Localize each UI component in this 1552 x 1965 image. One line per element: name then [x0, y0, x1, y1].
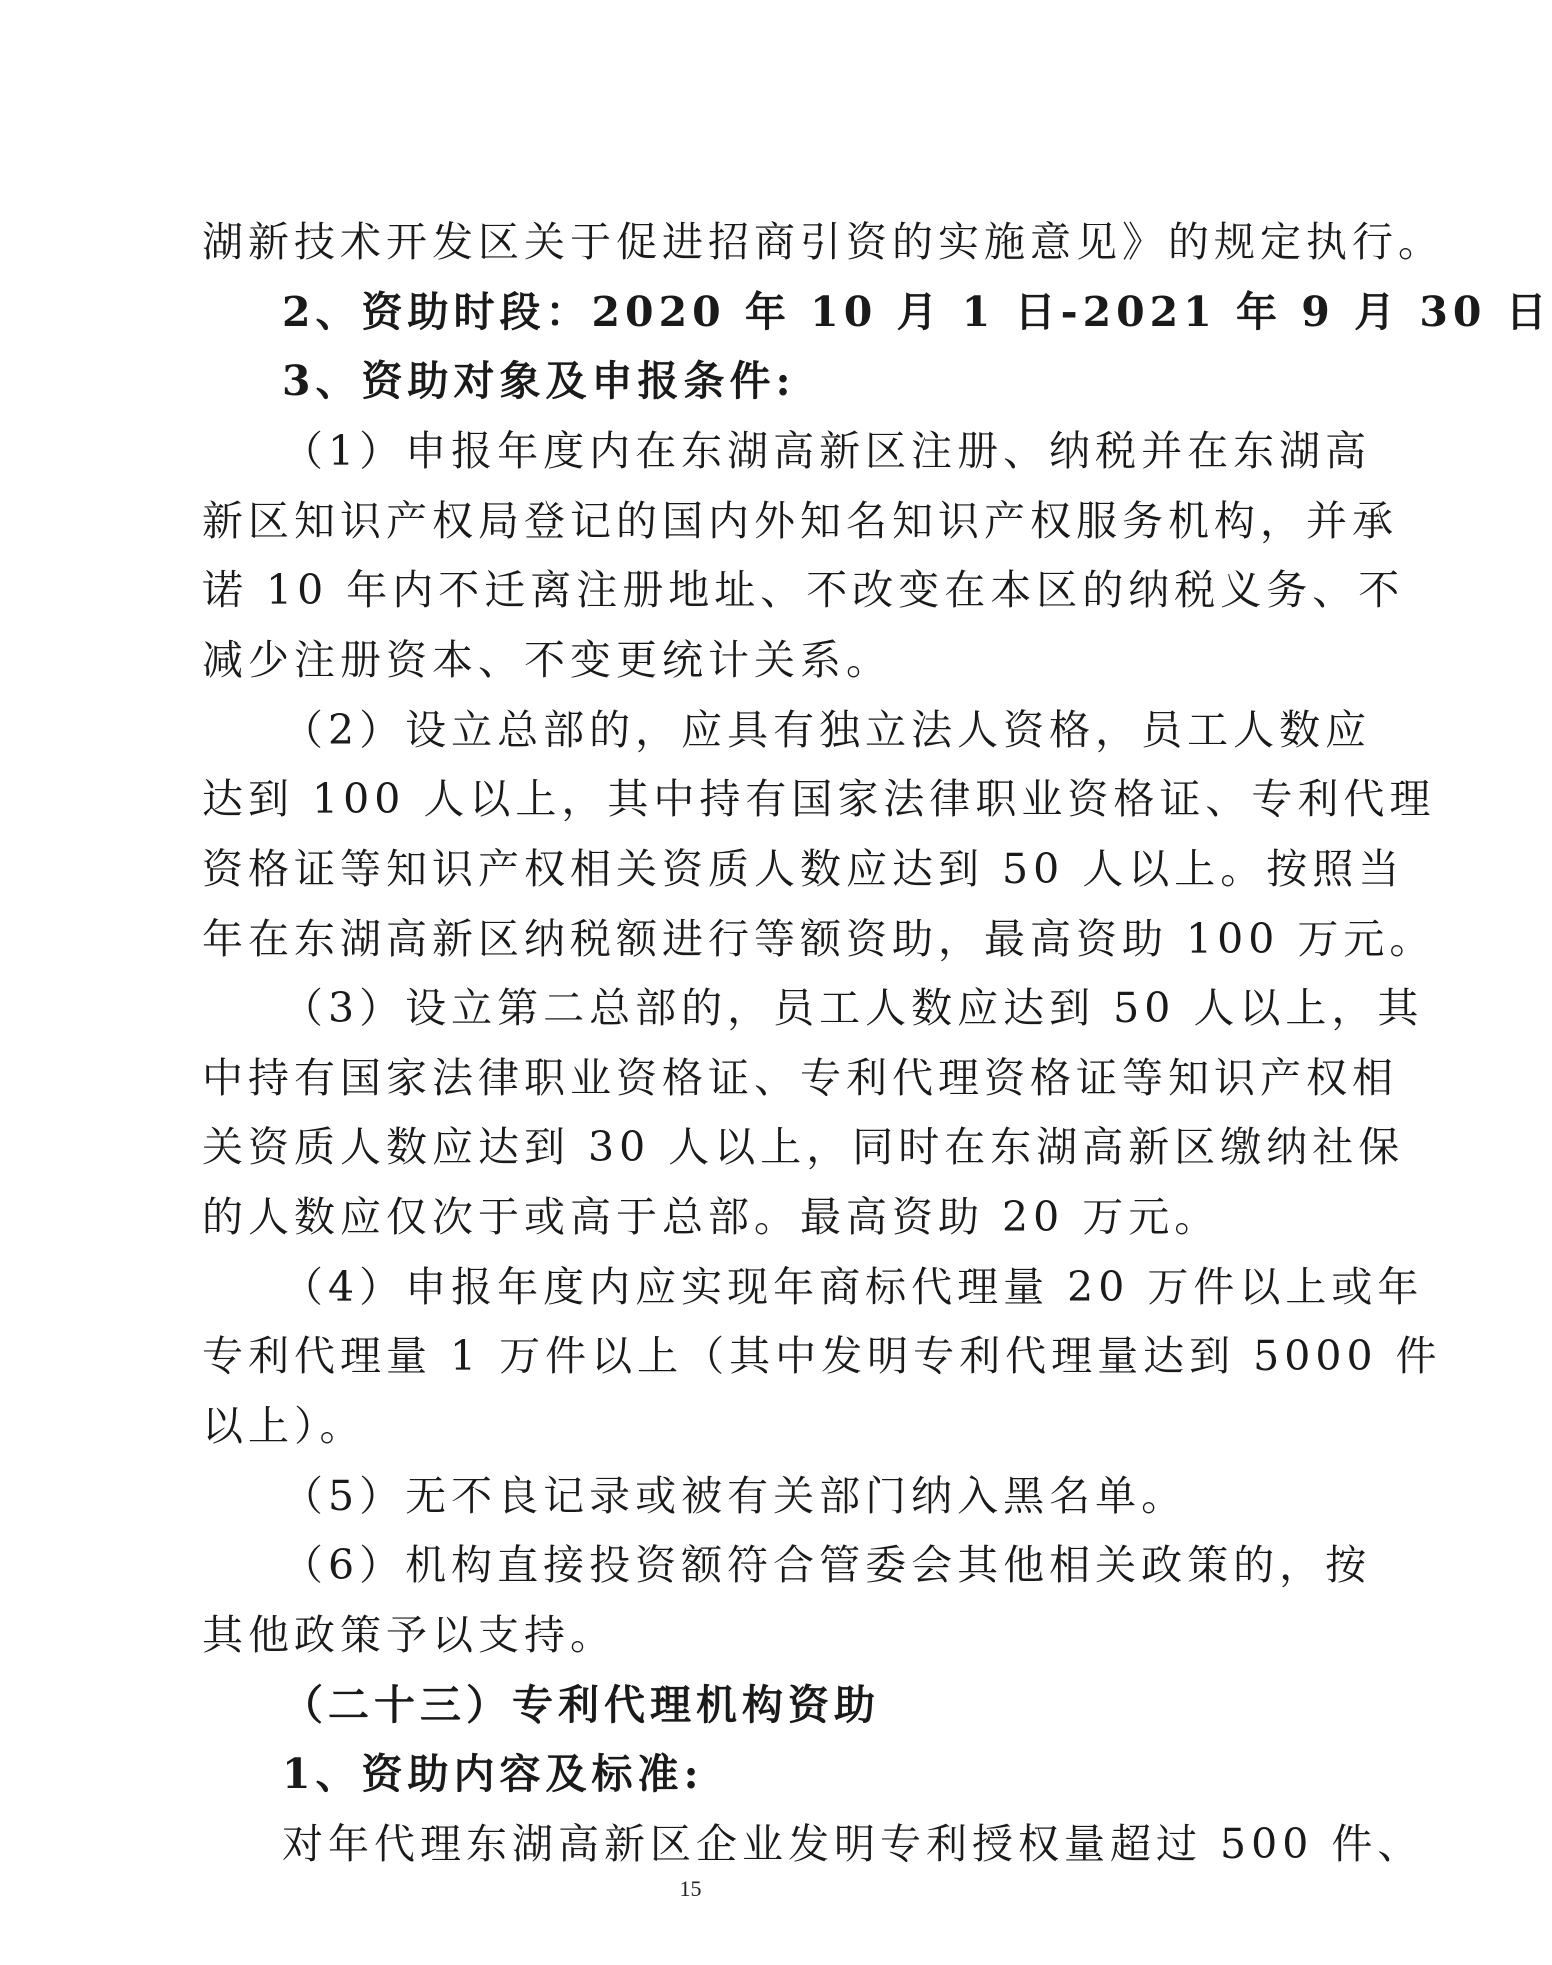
paragraph-line: （6）机构直接投资额符合管委会其他相关政策的，按 [282, 1541, 1372, 1589]
paragraph-line: 诺 10 年内不迁离注册地址、不改变在本区的纳税义务、不 [202, 566, 1405, 614]
page-number: 15 [679, 1876, 702, 1901]
paragraph-line: 减少注册资本、不变更统计关系。 [202, 636, 892, 684]
paragraph-line: 中持有国家法律职业资格证、专利代理资格证等知识产权相 [202, 1054, 1398, 1102]
section-heading: 3、资助对象及申报条件: [282, 357, 796, 405]
paragraph-line: 资格证等知识产权相关资质人数应达到 50 人以上。按照当 [202, 845, 1405, 893]
paragraph-line: 达到 100 人以上，其中持有国家法律职业资格证、专利代理 [202, 775, 1436, 823]
paragraph-line: 关资质人数应达到 30 人以上，同时在东湖高新区缴纳社保 [202, 1123, 1405, 1171]
paragraph-line: （4）申报年度内应实现年商标代理量 20 万件以上或年 [282, 1263, 1424, 1311]
paragraph-line: （5）无不良记录或被有关部门纳入黑名单。 [282, 1472, 1188, 1520]
paragraph-line: （2）设立总部的，应具有独立法人资格，员工人数应 [282, 706, 1372, 754]
paragraph-line: （3）设立第二总部的，员工人数应达到 50 人以上，其 [282, 984, 1424, 1032]
paragraph-line: 的人数应仅次于或高于总部。最高资助 20 万元。 [202, 1193, 1221, 1241]
section-heading: 1、资助内容及标准: [282, 1750, 704, 1798]
section-heading: （二十三）专利代理机构资助 [282, 1681, 880, 1729]
paragraph-line: 年在东湖高新区纳税额进行等额资助，最高资助 100 万元。 [202, 915, 1436, 963]
paragraph-line: （1）申报年度内在东湖高新区注册、纳税并在东湖高 [282, 427, 1372, 475]
section-heading: 2、资助时段：2020 年 10 月 1 日-2021 年 9 月 30 日 [282, 288, 1552, 336]
paragraph-line: 新区知识产权局登记的国内外知名知识产权服务机构，并承 [202, 497, 1398, 545]
paragraph-line: 其他政策予以支持。 [202, 1611, 616, 1659]
paragraph-line: 以上）。 [202, 1402, 366, 1450]
paragraph-line: 对年代理东湖高新区企业发明专利授权量超过 500 件、 [282, 1820, 1424, 1868]
paragraph-line: 专利代理量 1 万件以上（其中发明专利代理量达到 5000 件 [202, 1332, 1442, 1380]
paragraph-line: 湖新技术开发区关于促进招商引资的实施意见》的规定执行。 [202, 218, 1444, 266]
